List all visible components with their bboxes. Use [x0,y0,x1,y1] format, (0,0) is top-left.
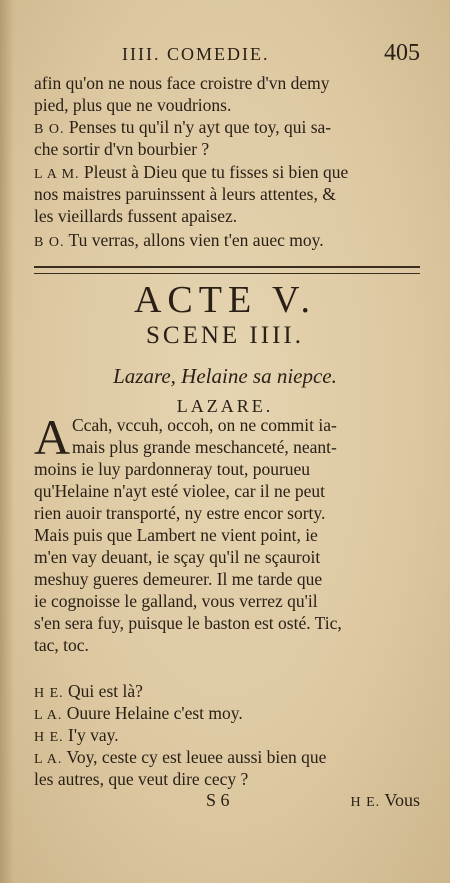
text-line [34,229,324,254]
speaker-abbrev: H E. [34,686,64,701]
act-heading: ACTE V. [133,279,317,321]
ornamental-rule [34,266,420,274]
drop-capital: A [34,409,71,465]
speaker-abbrev: L A M. [34,167,80,182]
speech-text: Penses tu qu'il n'y ayt que toy, qui sa- [68,117,332,137]
text-line: nos maistres paruinssent à leurs attentes, & [34,184,336,204]
text-line: moins ie luy pardonneray tout, pourueu [34,459,311,479]
text-line: les vieillards fussent apaisez. [34,206,238,226]
text-line: ie cognoisse le galland, vous verrez qu'il [34,591,318,611]
text-line: pied, plus que ne voudrions. [34,95,232,115]
text-line: meshuy gueres demeurer. Il me tarde que [34,569,323,589]
running-title: IIII. COMEDIE. [122,44,270,64]
speech-text: Voy, ceste cy est leuee aussi bien que [66,747,327,767]
speech-text: Ouure Helaine c'est moy. [66,703,243,723]
text-line: les autres, que veut dire cecy ? [34,769,249,789]
text-line: rien auoir transporté, ny estre encor sorty. [34,503,326,523]
text-line: m'en vay deuant, ie sçay qu'il ne sçauroit [34,547,321,567]
scene-heading: SCENE IIII. [146,322,304,349]
catchword-text: Vous [384,790,420,810]
personae-line: Lazare, Helaine sa niepce. [113,364,337,388]
speech-text: Tu verras, allons vien t'en auec moy. [68,230,324,250]
speaker-abbrev: B O. [34,122,65,137]
speaker-heading: LAZARE. [176,396,274,416]
text-line: afin qu'on ne nous face croistre d'vn demy [34,73,330,93]
text-line: Mais puis que Lambert ne vient point, ie [34,525,318,545]
text-line: s'en sera fuy, puisque le baston est osté. Tic, [34,613,342,633]
signature-mark: S 6 [206,790,230,810]
text-line: che sortir d'vn bourbier ? [34,139,210,159]
speaker-abbrev: B O. [34,235,65,250]
catchword [350,790,420,811]
speaker-abbrev: L A. [34,708,63,723]
text-line: Ccah, vccuh, occoh, on ne commit ia- [72,415,337,435]
text-line: qu'Helaine n'ayt esté violee, car il ne peut [34,481,326,501]
text-line: tac, toc. [34,635,89,655]
page-number: 405 [384,40,420,66]
page-gutter-shadow [0,0,14,883]
speech-text: I'y vay. [68,725,119,745]
text-line: mais plus grande meschanceté, neant- [72,437,337,457]
speech-text: Pleust à Dieu que tu fisses si bien que [83,162,349,182]
running-header [34,40,420,70]
catchword-speaker: H E. [350,795,381,810]
speech-text: Qui est là? [68,681,143,701]
speaker-abbrev: H E. [34,730,64,745]
speaker-abbrev: L A. [34,752,63,767]
